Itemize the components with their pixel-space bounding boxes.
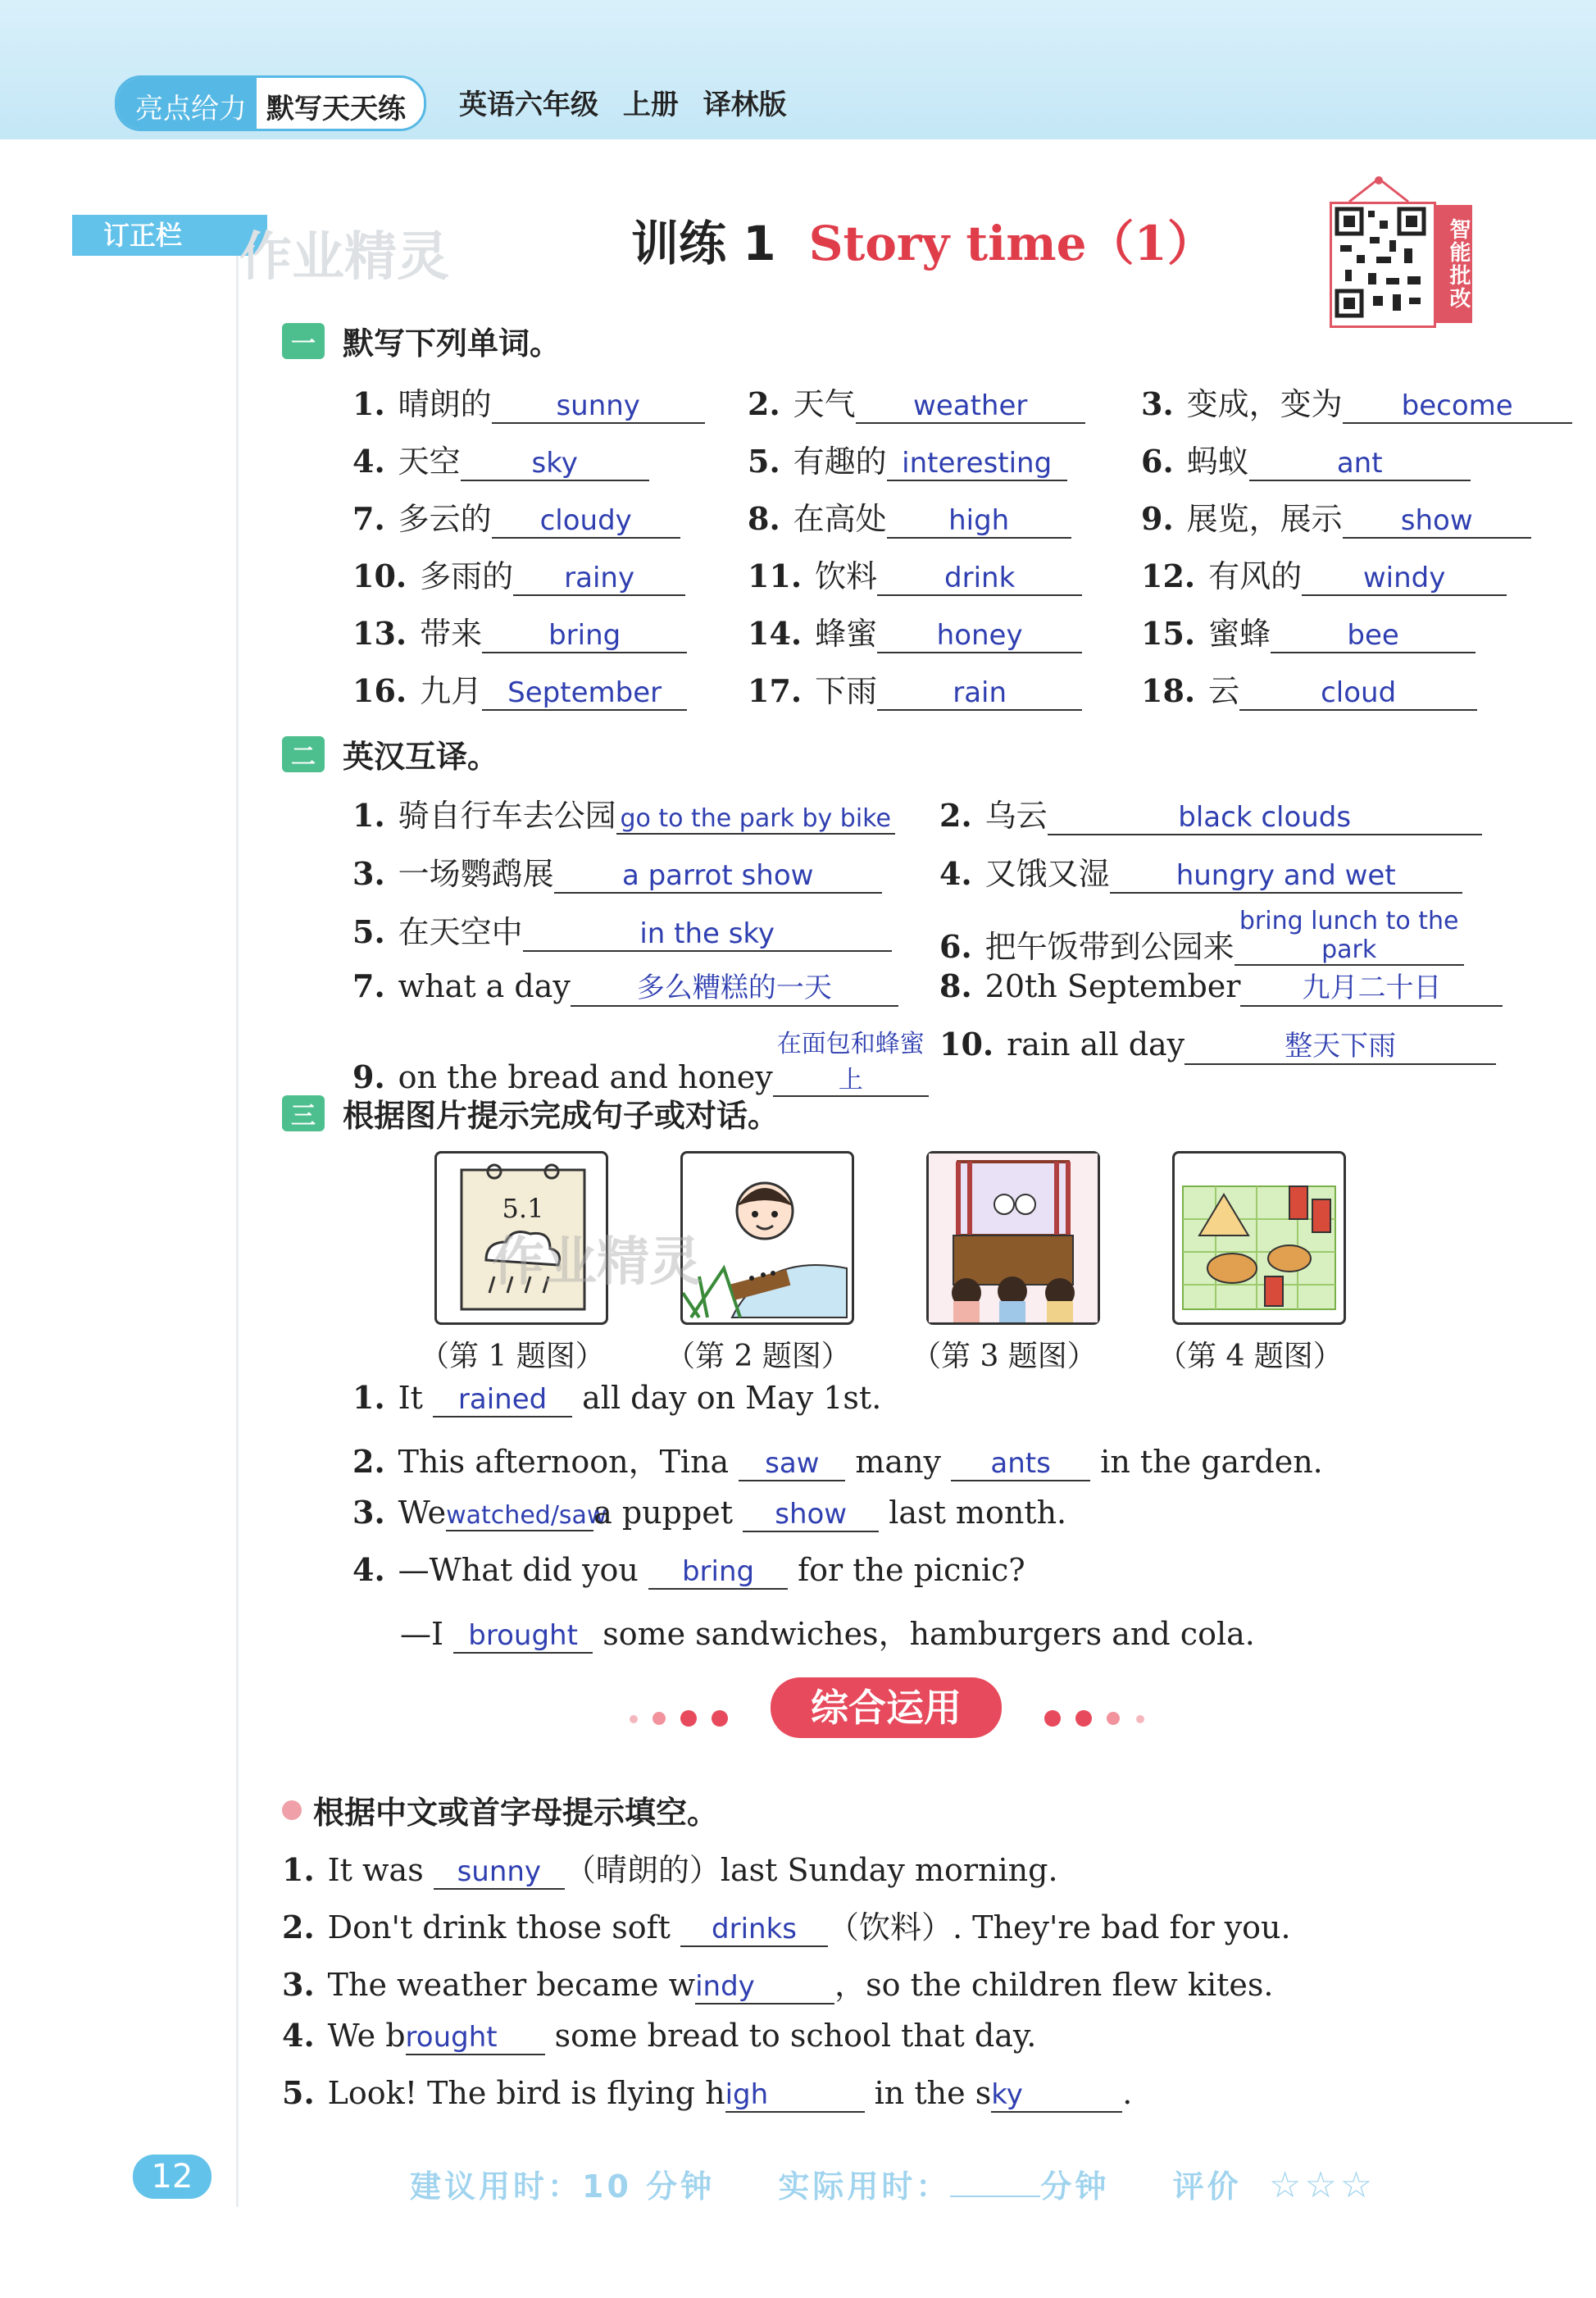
translation-item <box>939 849 1462 894</box>
s3-sentence-3: 3. Wewatched/sawa puppet show last month. <box>352 1494 1067 1531</box>
comprehensive-banner: 综合运用 <box>771 1677 1002 1738</box>
qr-hanger-icon <box>1346 175 1412 203</box>
answer-blank[interactable]: September <box>482 676 687 711</box>
item-number: 2. <box>939 797 972 834</box>
item-number: 16. <box>352 672 407 709</box>
answer-blank[interactable]: ky <box>991 2078 1122 2113</box>
word-item <box>748 494 1071 539</box>
answer-blank[interactable]: drinks <box>680 1913 828 1947</box>
answer-blank[interactable]: become <box>1343 389 1572 424</box>
item-number: 8. <box>748 500 780 537</box>
translation-item <box>352 849 882 894</box>
page-number: 12 <box>133 2155 211 2199</box>
item-prompt: 变成，变为 <box>1186 386 1343 422</box>
item-prompt: 云 <box>1208 673 1240 709</box>
series-tag-left: 亮点给力 <box>117 78 257 129</box>
word-item <box>748 551 1082 596</box>
translation-item <box>352 965 898 1007</box>
item-number: 3. <box>352 855 385 892</box>
s4-sentence-2: 2. Don't drink those soft drinks （饮料）. They're bad for you. <box>282 1909 1291 1945</box>
word-item <box>352 379 705 424</box>
translation-item <box>352 1023 929 1097</box>
page-title <box>631 205 1215 274</box>
smart-grading-label: 智能批改 <box>1436 205 1472 323</box>
answer-blank[interactable]: high <box>887 504 1071 539</box>
answer-blank[interactable]: show <box>1343 504 1531 539</box>
banner-dot <box>1075 1710 1092 1727</box>
s4-sentence-5: 5. Look! The bird is flying high in the sky . <box>282 2074 1133 2111</box>
item-prompt: 有趣的 <box>793 444 887 480</box>
subject: 英语六年级 <box>459 89 598 121</box>
answer-blank[interactable]: a parrot show <box>554 859 882 894</box>
answer-blank[interactable]: igh <box>725 2078 865 2113</box>
answer-blank[interactable]: saw <box>739 1447 845 1481</box>
rating-stars-icon[interactable]: ☆☆☆ <box>1268 2164 1376 2206</box>
answer-blank[interactable]: rainy <box>513 562 685 596</box>
banner-dot <box>680 1710 697 1727</box>
word-item <box>352 494 680 539</box>
item-prompt: 带来 <box>420 616 483 652</box>
s3-sentence-1: 1. It rained all day on May 1st. <box>352 1379 882 1416</box>
translation-item <box>939 790 1482 835</box>
s4-sentence-1: 1. It was sunny （晴朗的）last Sunday morning. <box>282 1851 1058 1888</box>
word-item <box>1141 608 1476 653</box>
answer-blank[interactable]: bring <box>482 619 687 653</box>
item-prompt: 20th September <box>984 968 1241 1004</box>
actual-time-label: 实际用时： <box>778 2168 951 2205</box>
s3-sentence-5: —I brought some sandwiches，hamburgers and cola. <box>400 1616 1255 1652</box>
footer-timing <box>410 2161 1375 2206</box>
item-number: 9. <box>352 1058 385 1095</box>
item-number: 18. <box>1141 672 1196 709</box>
time-unit: 分钟 <box>1040 2168 1110 2205</box>
answer-blank[interactable]: drink <box>877 562 1082 596</box>
answer-blank[interactable]: cloud <box>1239 676 1477 711</box>
picture-2-girl-watching-ants <box>680 1151 854 1325</box>
section2-title: 英汉互译。 <box>343 739 499 775</box>
answer-blank[interactable]: rain <box>877 676 1082 711</box>
word-item <box>748 608 1082 653</box>
translation-item <box>352 790 895 835</box>
book-info <box>459 82 787 122</box>
series-tag <box>115 75 426 131</box>
answer-blank[interactable]: indy <box>695 1970 834 2004</box>
item-number: 4. <box>352 443 385 480</box>
item-prompt: 晴朗的 <box>398 386 492 422</box>
answer-blank[interactable]: cloudy <box>492 504 680 539</box>
item-prompt: 九月 <box>420 673 483 709</box>
edition: 译林版 <box>703 89 787 121</box>
actual-time-blank[interactable] <box>950 2196 1040 2197</box>
section1-number: 一 <box>282 323 325 359</box>
s3-sentence-2: 2. This afternoon，Tina saw many ants in the garden. <box>352 1443 1323 1480</box>
answer-blank[interactable]: brought <box>453 1619 593 1654</box>
item-prompt: 天空 <box>398 444 461 480</box>
item-prompt: 在天空中 <box>398 914 523 950</box>
answer-blank[interactable]: sky <box>461 447 649 481</box>
item-prompt: 多云的 <box>398 501 492 537</box>
word-item <box>748 436 1067 481</box>
word-item <box>352 551 685 596</box>
answer-blank[interactable]: bring <box>648 1555 788 1590</box>
word-item <box>1141 379 1572 424</box>
item-number: 17. <box>748 672 803 709</box>
banner-dot <box>1107 1712 1120 1725</box>
banner-dot <box>1044 1710 1061 1727</box>
word-item <box>352 436 649 481</box>
caption-1: （第 1 题图） <box>420 1340 605 1373</box>
item-prompt: 骑自行车去公园 <box>398 798 616 834</box>
answer-blank[interactable]: sunny <box>434 1855 565 1890</box>
item-prompt: 把午饭带到公园来 <box>984 929 1235 965</box>
caption-4: （第 4 题图） <box>1157 1340 1343 1373</box>
item-prompt: 有风的 <box>1208 558 1303 594</box>
answer-blank[interactable]: weather <box>856 389 1085 424</box>
answer-blank[interactable]: bee <box>1271 619 1476 653</box>
section3-heading <box>282 1090 779 1135</box>
translation-item <box>939 965 1503 1007</box>
item-number: 6. <box>939 928 972 965</box>
item-prompt: 乌云 <box>984 798 1048 834</box>
correction-column-line <box>236 256 239 2207</box>
watermark-middle: 作业精灵 <box>492 1232 702 1293</box>
item-prompt: what a day <box>398 968 571 1004</box>
answer-blank[interactable]: ant <box>1249 447 1471 481</box>
item-number: 13. <box>352 615 407 652</box>
answer-blank[interactable]: rained <box>433 1383 572 1417</box>
section3-number: 三 <box>282 1095 325 1131</box>
watermark-top: 作业精灵 <box>239 227 449 288</box>
answer-blank[interactable]: bring lunch to the park <box>1235 907 1464 966</box>
item-prompt: 展览，展示 <box>1186 501 1343 537</box>
answer-blank[interactable]: 多么糟糕的一天 <box>571 965 898 1007</box>
item-number: 8. <box>939 967 972 1004</box>
item-prompt: 又饿又湿 <box>984 856 1110 892</box>
item-number: 5. <box>352 913 385 950</box>
item-number: 6. <box>1141 443 1174 480</box>
word-item <box>352 666 687 711</box>
item-number: 3. <box>1141 385 1174 422</box>
item-number: 1. <box>352 797 385 834</box>
item-number: 15. <box>1141 615 1196 652</box>
word-item <box>748 379 1085 424</box>
item-number: 7. <box>352 967 385 1004</box>
banner-dot <box>712 1710 728 1727</box>
s4-sentence-4: 4. We brought some bread to school that day. <box>282 2017 1037 2054</box>
item-prompt: rain all day <box>1007 1026 1185 1063</box>
correction-tab: 订正栏 <box>72 215 267 256</box>
s4-sentence-3: 3. The weather became windy ，so the children flew kites. <box>282 1966 1274 2003</box>
answer-blank[interactable]: hungry and wet <box>1110 859 1462 894</box>
item-prompt: 蜂蜜 <box>815 616 878 652</box>
title-en: Story time（1） <box>808 216 1215 271</box>
word-item <box>1141 436 1471 481</box>
caption-2: （第 2 题图） <box>666 1340 851 1373</box>
answer-blank[interactable]: 整天下雨 <box>1184 1023 1496 1065</box>
item-prompt: 饮料 <box>815 558 878 594</box>
section4-title: 根据中文或首字母提示填空。 <box>313 1795 719 1831</box>
word-item <box>1141 666 1477 711</box>
answer-blank[interactable]: watched/saw <box>446 1501 607 1530</box>
item-number: 5. <box>748 443 780 480</box>
word-item <box>1141 494 1531 539</box>
answer-blank[interactable]: rought <box>406 2021 545 2055</box>
answer-blank[interactable]: interesting <box>887 447 1067 481</box>
volume: 上册 <box>622 89 679 121</box>
banner-dot <box>1136 1715 1144 1723</box>
item-prompt: on the bread and honey <box>398 1059 773 1095</box>
suggested-time: 建议用时：10 分钟 <box>410 2168 716 2205</box>
answer-blank[interactable]: windy <box>1302 562 1507 596</box>
translation-item <box>352 907 892 952</box>
word-item <box>1141 551 1507 596</box>
item-number: 14. <box>748 615 803 652</box>
item-number: 11. <box>748 557 803 594</box>
answer-blank[interactable]: 在面包和蜂蜜上 <box>773 1023 929 1097</box>
item-prompt: 多雨的 <box>420 558 514 594</box>
item-number: 9. <box>1141 500 1174 537</box>
answer-blank[interactable]: sunny <box>492 389 705 424</box>
item-prompt: 蚂蚁 <box>1186 444 1249 480</box>
item-number: 7. <box>352 500 385 537</box>
item-number: 12. <box>1141 557 1196 594</box>
word-item <box>748 666 1082 711</box>
answer-blank[interactable]: black clouds <box>1048 801 1482 835</box>
answer-blank[interactable]: show <box>743 1498 879 1532</box>
item-prompt: 在高处 <box>793 501 887 537</box>
caption-3: （第 3 题图） <box>912 1340 1097 1373</box>
item-number: 10. <box>939 1026 994 1063</box>
evaluation-label: 评价 <box>1172 2168 1242 2205</box>
item-prompt: 下雨 <box>815 673 878 709</box>
section1-heading <box>282 318 561 363</box>
item-number: 10. <box>352 557 407 594</box>
bullet-icon <box>282 1800 302 1820</box>
section2-number: 二 <box>282 736 325 772</box>
item-prompt: 天气 <box>793 386 856 422</box>
answer-blank[interactable]: 九月二十日 <box>1240 965 1503 1007</box>
banner-dot <box>652 1712 666 1725</box>
qr-code-icon[interactable] <box>1330 202 1436 328</box>
item-number: 4. <box>939 855 972 892</box>
translation-item <box>939 907 1464 967</box>
picture-4-picnic-food <box>1172 1151 1346 1325</box>
calendar-date: 5.1 <box>502 1193 544 1224</box>
banner-dot <box>630 1715 638 1723</box>
answer-blank[interactable]: go to the park by bike <box>616 804 895 835</box>
answer-blank[interactable]: ants <box>951 1447 1090 1481</box>
translation-item <box>939 1023 1496 1065</box>
item-number: 1. <box>352 385 385 422</box>
picture-3-puppet-show <box>926 1151 1100 1325</box>
section2-heading <box>282 731 498 776</box>
answer-blank[interactable]: honey <box>877 619 1082 653</box>
title-zh: 训练 1 <box>631 216 776 271</box>
section3-title: 根据图片提示完成句子或对话。 <box>343 1098 780 1134</box>
s3-sentence-4: 4. —What did you bring for the picnic? <box>352 1551 1025 1588</box>
section1-title: 默写下列单词。 <box>343 325 562 362</box>
word-item <box>352 608 687 653</box>
answer-blank[interactable]: in the sky <box>523 917 892 952</box>
item-prompt: 蜜蜂 <box>1208 616 1271 652</box>
section4-heading <box>282 1787 718 1832</box>
series-tag-right: 默写天天练 <box>257 78 424 129</box>
item-prompt: 一场鹦鹉展 <box>398 856 554 892</box>
item-number: 2. <box>748 385 780 422</box>
